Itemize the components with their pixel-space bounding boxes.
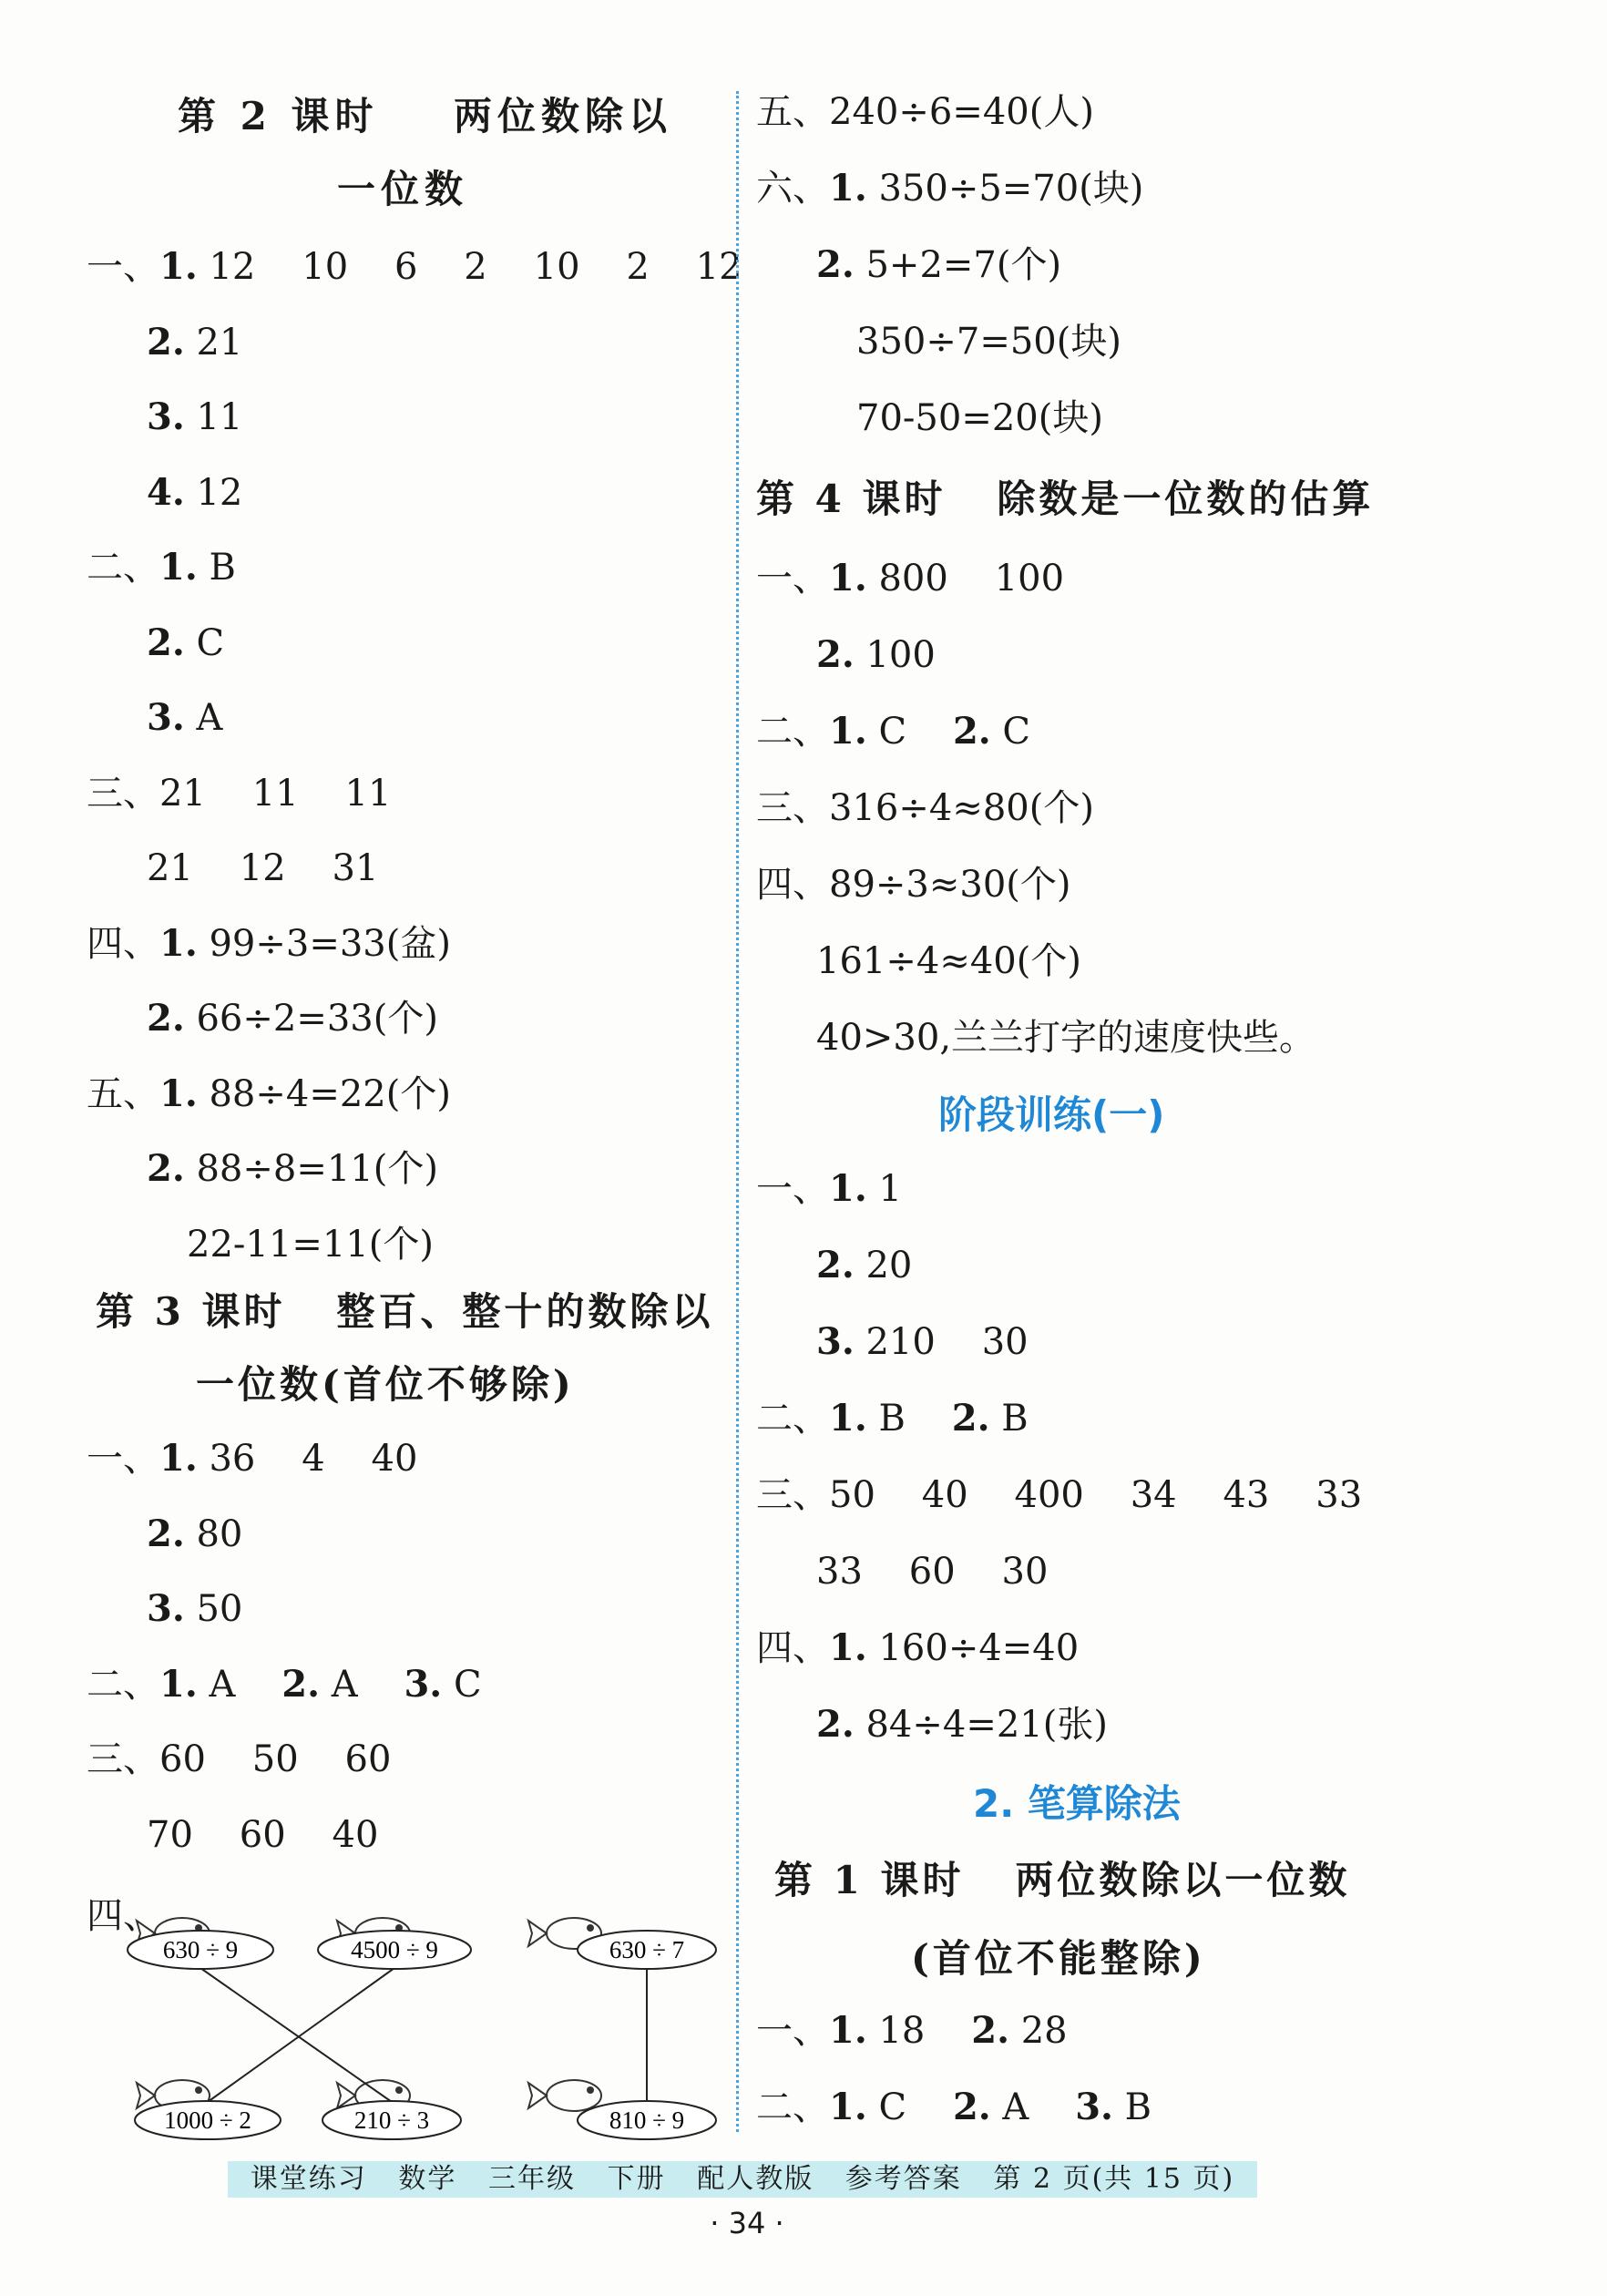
item-number: 3. (147, 1587, 185, 1630)
answer-line (816, 1702, 1108, 1748)
match-bottom-2: 210 ÷ 3 (353, 2106, 430, 2134)
answer-text: 800 100 (866, 558, 1065, 600)
matching-diagram (87, 1877, 724, 2150)
answer-line (147, 470, 242, 516)
answer-line (87, 1662, 482, 1707)
answer-line (756, 1166, 902, 1212)
item-number: 1. (829, 1626, 867, 1669)
answer-text: 一、 (87, 1438, 159, 1480)
answer-text: 210 30 (854, 1321, 1029, 1363)
answer-line (756, 1396, 1029, 1441)
item-number: 2. (951, 1397, 990, 1440)
item-number: 3. (147, 696, 185, 739)
answer-text: 80 (184, 1512, 243, 1555)
item-number: 3. (816, 1320, 855, 1363)
answer-text: 60 50 60 (159, 1738, 392, 1780)
answer-text: 二、 (756, 2086, 829, 2128)
answer-line (87, 771, 391, 816)
answer-text: C (866, 711, 953, 753)
answer-text: 89÷3≈30(个) (829, 864, 1071, 906)
answer-text: 88÷8=11(个) (184, 1148, 438, 1190)
answer-text: C (184, 621, 225, 664)
answer-line (87, 1436, 417, 1481)
answer-line (816, 242, 1061, 288)
answer-line (147, 1512, 242, 1557)
answer-text: 350÷5=70(块) (866, 168, 1144, 210)
item-number: 1. (829, 2086, 867, 2128)
answer-text: 12 10 6 2 10 2 12 (197, 246, 742, 288)
answer-text: 40>30,兰兰打字的速度快些。 (816, 1017, 1316, 1059)
answer-line (147, 1812, 378, 1858)
answer-line (816, 1015, 1315, 1061)
answer-line (87, 244, 742, 290)
answer-text: 三、 (756, 787, 829, 829)
heading-lesson-3-line2: 一位数(首位不够除) (196, 1362, 575, 1407)
answer-line (816, 1243, 912, 1288)
item-number: 1. (159, 1071, 198, 1115)
answer-text: 一、 (87, 246, 159, 288)
item-number: 1. (829, 557, 867, 600)
item-number: 2. (816, 633, 855, 676)
answer-text: 三、 (756, 1474, 829, 1516)
item-number: 1. (829, 1397, 867, 1440)
item-number: 3. (404, 1662, 443, 1706)
answer-text: 240÷6=40(人) (829, 91, 1094, 133)
answer-text: B (989, 1398, 1029, 1440)
answer-text: 21 12 31 (147, 847, 379, 889)
answer-line (87, 1737, 391, 1782)
answer-text: 350÷7=50(块) (856, 321, 1121, 363)
answer-text: 50 40 400 34 43 33 (829, 1474, 1363, 1516)
item-number: 1. (829, 167, 867, 210)
answer-text: 84÷4=21(张) (854, 1704, 1108, 1746)
item-number: 1. (159, 921, 198, 965)
match-top-1: 630 ÷ 9 (162, 1936, 239, 1963)
answer-line (756, 2008, 1068, 2054)
footer-banner: 课堂练习 数学 三年级 下册 配人教版 参考答案 第 2 页(共 15 页) (228, 2161, 1257, 2198)
match-top-3: 630 ÷ 7 (609, 1936, 685, 1963)
answer-line (87, 921, 451, 967)
answer-text: A (197, 1663, 282, 1706)
answer-text: A (990, 2086, 1076, 2128)
match-top-2: 4500 ÷ 9 (351, 1936, 438, 1963)
answer-text: 三、 (87, 1738, 159, 1780)
section-title-written-division: 2. 笔算除法 (973, 1781, 1181, 1826)
match-bottom-1: 1000 ÷ 2 (164, 2106, 251, 2134)
item-number: 2. (816, 1703, 855, 1746)
section-title-stage-training: 阶段训练(一) (938, 1092, 1165, 1137)
item-number: 2. (147, 1147, 185, 1190)
answer-text: B (1112, 2086, 1152, 2128)
answer-text: 18 (866, 2010, 972, 2052)
answer-line (756, 166, 1143, 211)
answer-text: 五、 (87, 1072, 159, 1115)
answer-text: B (197, 547, 236, 589)
item-number: 1. (159, 1662, 198, 1706)
answer-text: 33 60 30 (816, 1551, 1049, 1593)
item-number: 2. (816, 1244, 855, 1286)
answer-text: C (990, 711, 1031, 753)
heading-lesson-3: 第 3 课时 整百、整十的数除以 (96, 1289, 714, 1334)
answer-line (147, 395, 242, 440)
answer-text: 28 (1009, 2010, 1068, 2052)
answer-line (147, 996, 438, 1041)
answer-text: 161÷4≈40(个) (816, 940, 1081, 982)
item-number: 1. (159, 546, 198, 589)
heading-lesson-2-line2: 一位数 (337, 167, 469, 211)
heading-lesson-4: 第 4 课时 除数是一位数的估算 (756, 477, 1375, 521)
answer-text: 四、 (756, 1627, 829, 1669)
answer-line (816, 1319, 1029, 1365)
answer-text: 四、 (87, 922, 159, 965)
answer-line (756, 862, 1071, 907)
answer-text: C (866, 2086, 953, 2128)
answer-text: 21 11 11 (159, 772, 392, 815)
answer-text: 四、 (756, 864, 829, 906)
answer-text: 316÷4≈80(个) (829, 787, 1094, 829)
answer-line (187, 1222, 434, 1267)
item-number: 2. (952, 710, 991, 753)
answer-line (756, 709, 1030, 754)
answer-line (816, 632, 936, 678)
answer-text: A (320, 1663, 404, 1706)
answer-line (816, 1549, 1048, 1594)
item-number: 2. (147, 1512, 185, 1555)
question-4-prefix: 四、 (87, 1895, 159, 1937)
item-number: 3. (147, 395, 185, 438)
item-number: 2. (952, 2086, 991, 2128)
answer-text: 一、 (756, 2010, 829, 2052)
answer-line (856, 319, 1121, 364)
answer-line (147, 620, 224, 666)
answer-line (147, 320, 242, 365)
item-number: 3. (1075, 2086, 1113, 2128)
answer-text: 12 (184, 471, 243, 514)
answer-text: 50 (184, 1588, 243, 1630)
answer-text: 六、 (756, 168, 829, 210)
answer-text: 160÷4=40 (866, 1627, 1080, 1669)
answer-text: 22-11=11(个) (187, 1223, 434, 1266)
answer-line (756, 1472, 1362, 1518)
item-number: 2. (816, 243, 855, 286)
answer-text: A (184, 697, 223, 739)
answer-line (756, 2085, 1152, 2130)
answer-text: 二、 (756, 711, 829, 753)
answer-line (87, 545, 236, 590)
answer-line (816, 938, 1081, 984)
answer-text: 100 (854, 634, 936, 676)
answer-line (147, 846, 378, 891)
answer-text: B (866, 1398, 952, 1440)
column-divider (736, 91, 739, 2132)
heading-lesson-2: 第 2 课时 两位数除以 (178, 94, 672, 138)
answer-line (856, 395, 1103, 441)
answer-text: 21 (184, 321, 243, 364)
answer-line (756, 785, 1094, 831)
answer-line (756, 89, 1094, 135)
answer-text: 二、 (87, 547, 159, 589)
item-number: 1. (159, 245, 198, 288)
answer-text: 1 (866, 1168, 902, 1210)
answer-line (147, 695, 222, 741)
item-number: 2. (281, 1662, 320, 1706)
item-number: 1. (829, 1167, 867, 1210)
item-number: 2. (147, 620, 185, 664)
item-number: 2. (971, 2009, 1010, 2052)
answer-line (147, 1146, 438, 1192)
item-number: 2. (147, 320, 185, 364)
answer-text: 70-50=20(块) (856, 397, 1103, 439)
answer-text: 一、 (756, 558, 829, 600)
fish-icon-6 (528, 2080, 601, 2111)
match-line-1 (200, 1968, 392, 2102)
answer-text: 70 60 40 (147, 1813, 379, 1856)
item-number: 1. (829, 710, 867, 753)
answer-text: C (442, 1663, 482, 1706)
item-number: 1. (829, 2009, 867, 2052)
heading-lesson-1: 第 1 课时 两位数除以一位数 (774, 1858, 1351, 1902)
match-line-2 (208, 1968, 394, 2102)
answer-text: 88÷4=22(个) (197, 1072, 451, 1115)
answer-line (756, 556, 1064, 601)
answer-text: 99÷3=33(盆) (197, 922, 451, 965)
answer-line (87, 1071, 451, 1117)
match-bottom-3: 810 ÷ 9 (609, 2106, 685, 2134)
answer-text: 一、 (756, 1168, 829, 1210)
answer-line (147, 1586, 242, 1632)
item-number: 2. (147, 997, 185, 1040)
page-number: · 34 · (710, 2206, 784, 2240)
answer-text: 11 (184, 396, 243, 438)
answer-text: 66÷2=33(个) (184, 998, 438, 1040)
answer-line (756, 1625, 1079, 1671)
answer-text: 三、 (87, 772, 159, 815)
item-number: 4. (147, 470, 185, 514)
answer-text: 二、 (87, 1663, 159, 1706)
answer-text: 5+2=7(个) (854, 244, 1062, 286)
answer-text: 五、 (756, 91, 829, 133)
answer-text: 二、 (756, 1398, 829, 1440)
answer-text: 36 4 40 (197, 1438, 418, 1480)
heading-lesson-1-line2: (首位不能整除) (911, 1936, 1206, 1981)
item-number: 1. (159, 1437, 198, 1480)
answer-text: 20 (854, 1245, 913, 1286)
